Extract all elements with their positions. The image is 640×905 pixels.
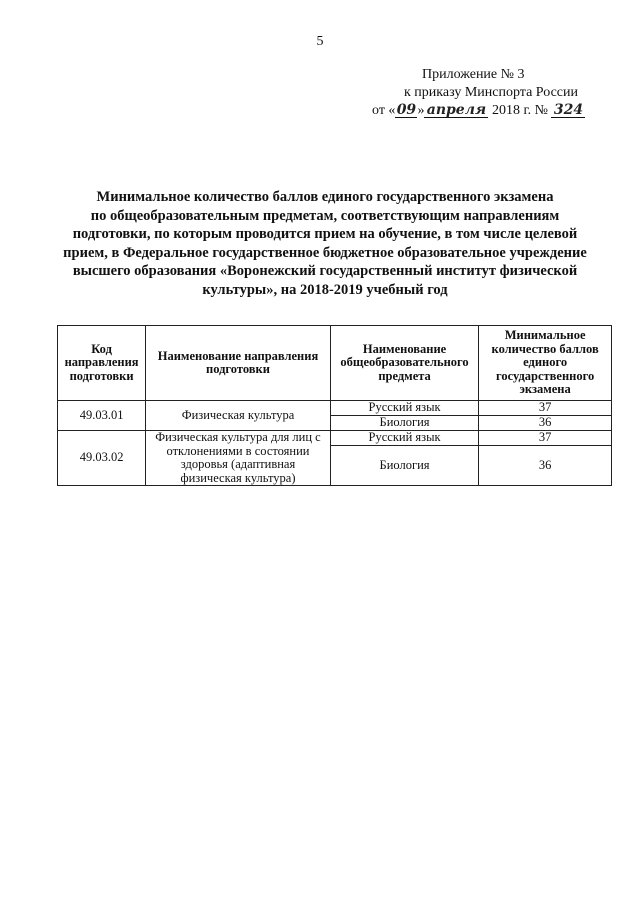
date-quote: »	[417, 103, 425, 118]
min-score: 37	[479, 431, 612, 446]
scores-table	[57, 325, 612, 486]
direction-code: 49.03.02	[58, 431, 146, 486]
title-line: культуры», на 2018-2019 учебный год	[202, 281, 448, 298]
min-score: 36	[479, 416, 612, 431]
document-title	[60, 188, 590, 299]
appendix-order-ref: к приказу Минспорта России	[404, 85, 578, 100]
appendix-title: Приложение № 3	[422, 67, 525, 82]
direction-name: Физическая культура для лиц с отклонениями в состоянии здоровья (адаптивная физическая культура)	[146, 431, 331, 486]
table-row	[58, 431, 612, 446]
date-prefix: от «	[372, 103, 396, 118]
subject-name: Русский язык	[330, 431, 478, 446]
subject-name: Биология	[330, 416, 478, 431]
handwritten-day: 09	[396, 102, 417, 118]
title-line: высшего образования «Воронежский государственный институт физической	[72, 263, 578, 279]
appendix-block	[372, 66, 592, 120]
page-number: 5	[316, 34, 324, 49]
direction-name: Физическая культура	[146, 401, 331, 431]
subject-name: Русский язык	[330, 401, 478, 416]
header-code: Код направления подготовки	[58, 326, 146, 401]
direction-code: 49.03.01	[58, 401, 146, 431]
header-min-score: Минимальное количество баллов единого государственного экзамена	[479, 326, 612, 401]
appendix-date-line	[372, 102, 592, 120]
header-direction: Наименование направления подготовки	[146, 326, 331, 401]
handwritten-month: апреля	[424, 103, 488, 118]
title-line: Минимальное количество баллов единого государственного экзамена	[96, 189, 554, 205]
min-score: 37	[479, 401, 612, 416]
header-subject: Наименование общеобразовательного предмета	[330, 326, 478, 401]
title-line: по общеобразовательным предметам, соответствующим направлениям	[90, 207, 560, 224]
handwritten-order-number: 324	[551, 103, 585, 118]
title-line: подготовки, по которым проводится прием на обучение, в том числе целевой	[72, 226, 578, 242]
date-year: 2018 г. №	[491, 103, 548, 118]
subject-name: Биология	[330, 446, 478, 486]
table-header-row	[58, 326, 612, 401]
table-row	[58, 401, 612, 416]
title-line: прием, в Федеральное государственное бюджетное образовательное учреждение	[63, 244, 587, 261]
min-score: 36	[479, 446, 612, 486]
